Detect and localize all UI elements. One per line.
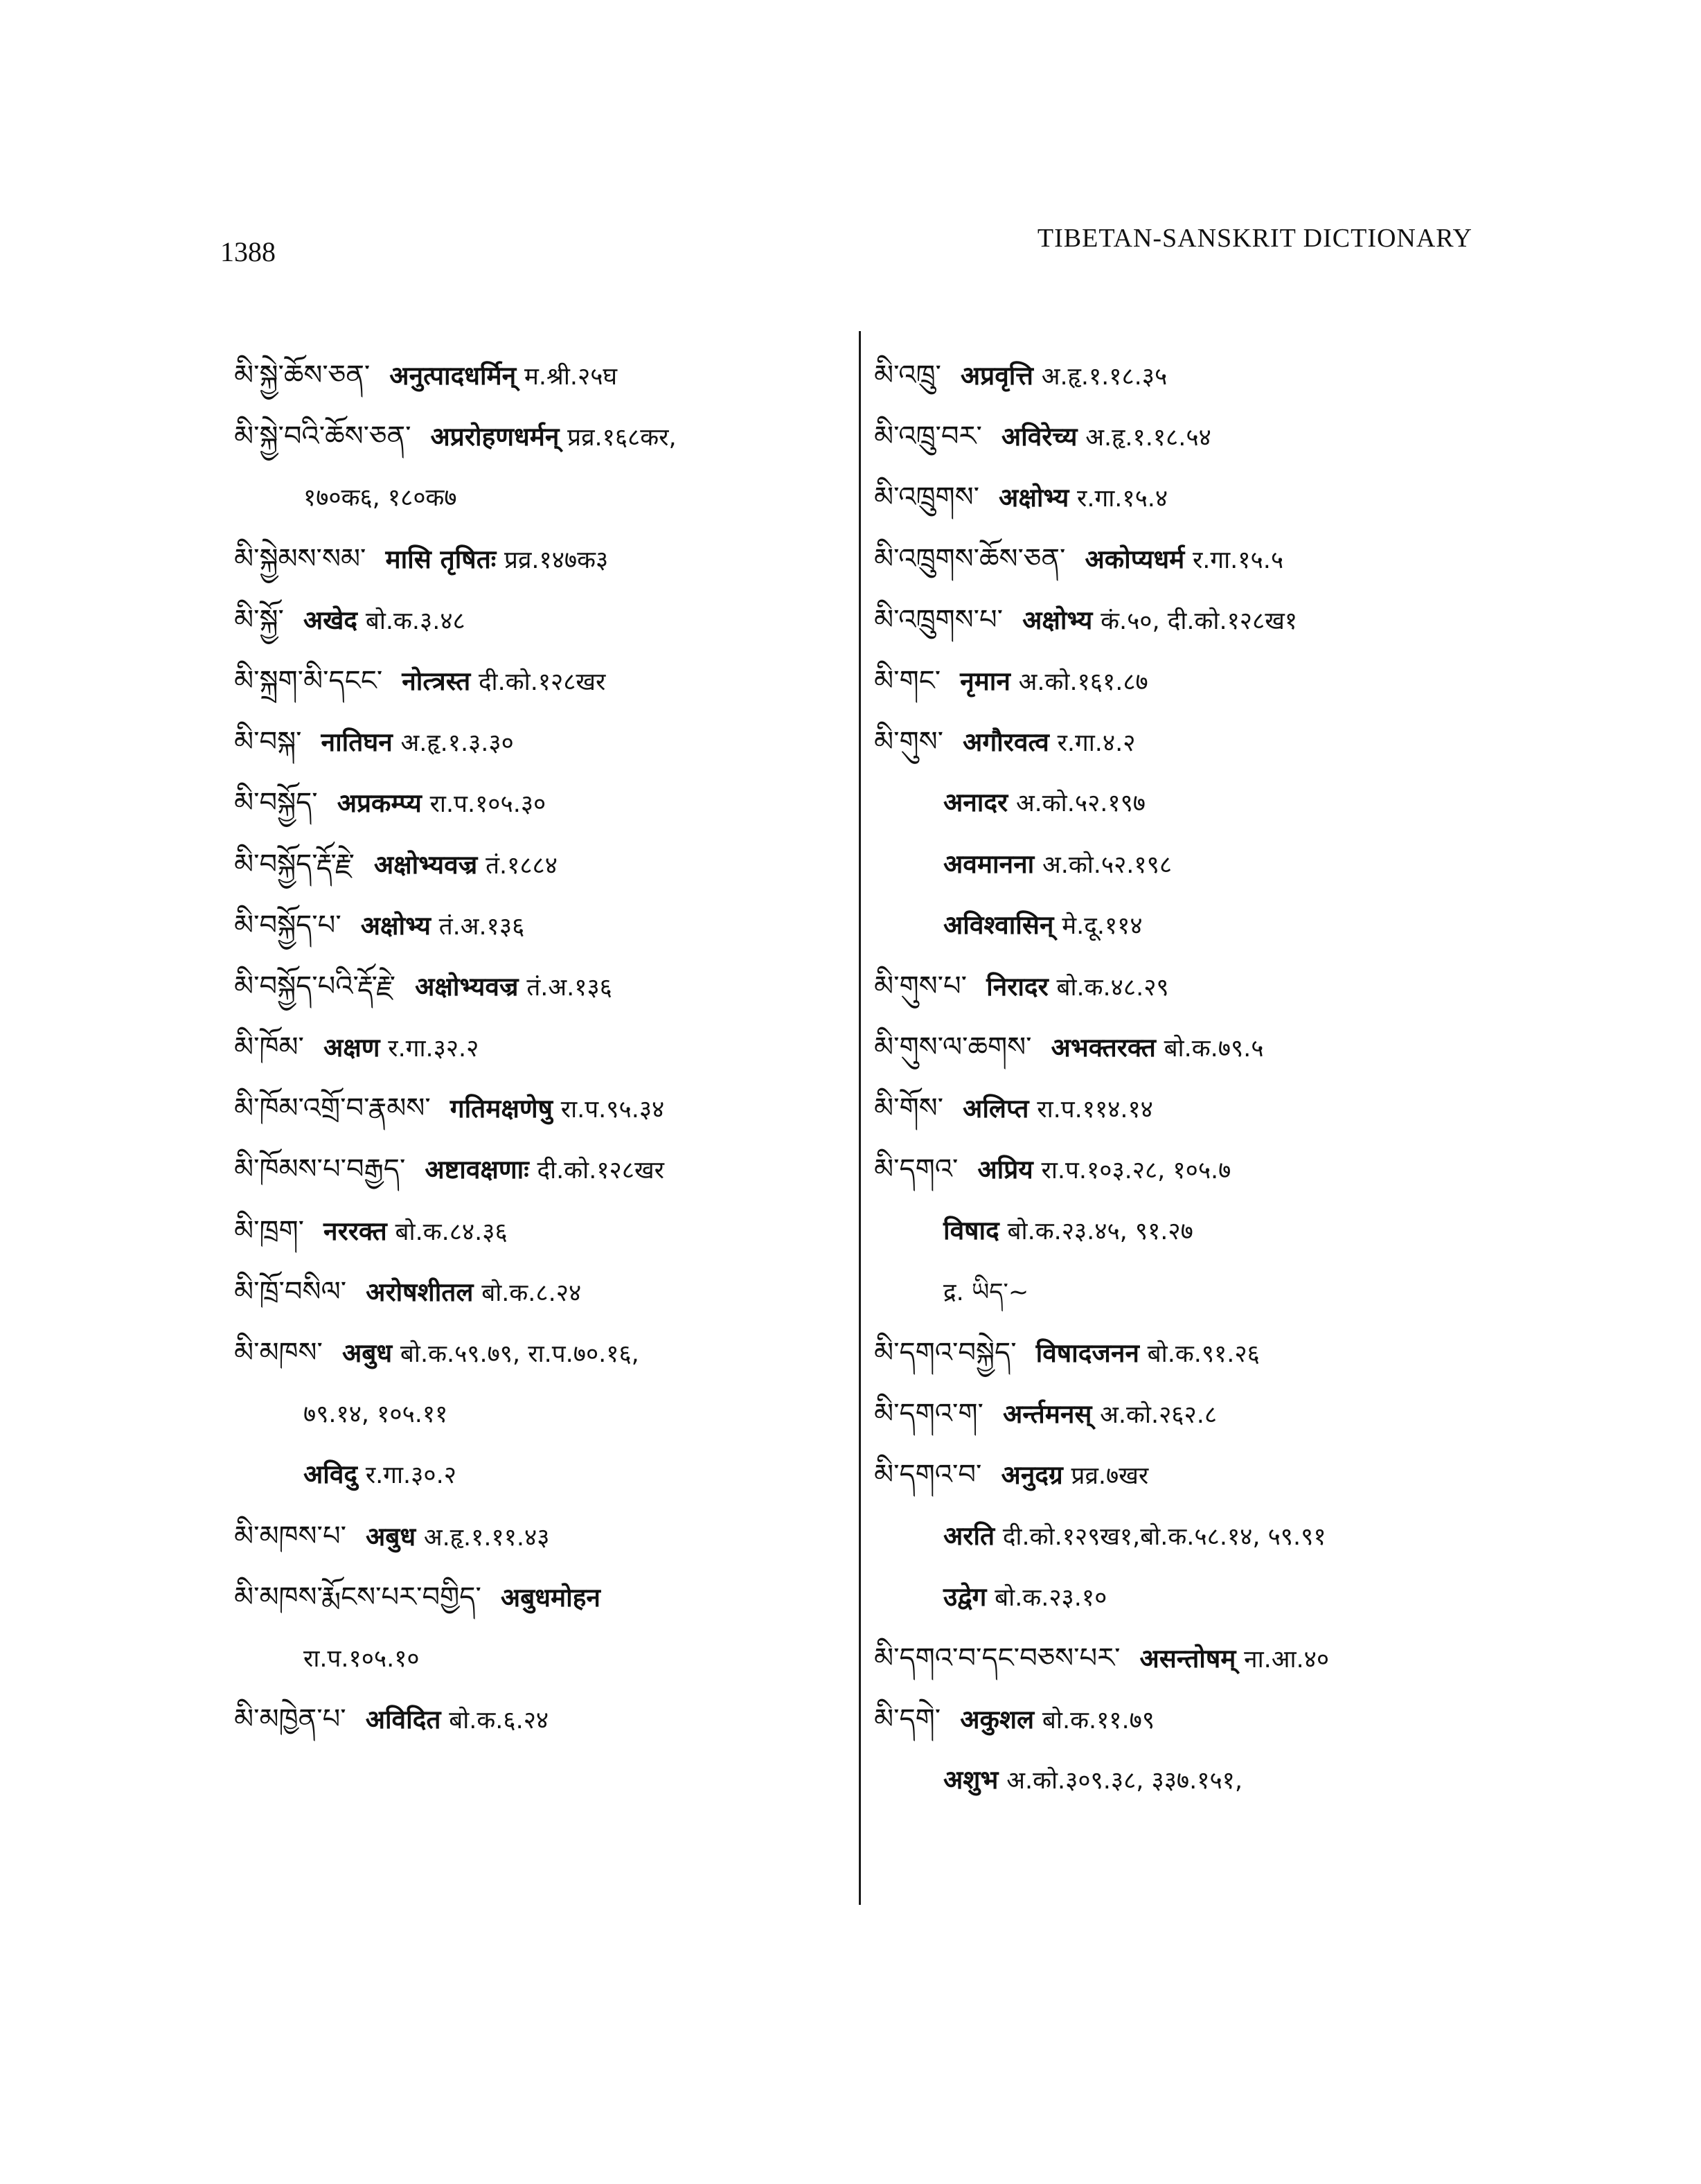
dictionary-entry xyxy=(874,1078,1484,1139)
tibetan-headword: མི་གུས་ལ་ཆགས་ xyxy=(874,1031,1032,1064)
tibetan-headword: མི་དགའ་བ་དང་བཅས་པར་ xyxy=(874,1642,1121,1674)
tibetan-headword: མི་དགའ་ xyxy=(874,1153,959,1186)
source-reference: अ.को.२६२.८ xyxy=(1100,1401,1218,1430)
source-reference: द्र. ཡིད་~ xyxy=(943,1278,1029,1306)
source-reference: र.गा.१५.५ xyxy=(1192,546,1284,574)
sanskrit-equivalent: अबुधमोहन xyxy=(500,1582,600,1613)
dictionary-entry xyxy=(874,711,1484,772)
dictionary-entry xyxy=(874,406,1484,467)
sanskrit-equivalent: अष्टावक्षणाः xyxy=(425,1155,529,1185)
dictionary-entry xyxy=(874,1322,1484,1383)
source-reference: रा.प.११४.१४ xyxy=(1037,1096,1153,1124)
source-reference: अ.हृ.१.१८.३५ xyxy=(1041,363,1168,391)
source-reference: रा.प.१०५.३० xyxy=(429,790,546,819)
tibetan-headword: མི་ཁོམ་ xyxy=(234,1031,304,1064)
sanskrit-equivalent: नोत्त्रस्त xyxy=(402,666,471,696)
tibetan-headword: མི་འཁྲུགས་ xyxy=(874,481,980,514)
dictionary-entry xyxy=(874,834,1484,895)
source-reference: र.गा.१५.४ xyxy=(1077,485,1168,513)
tibetan-headword: མི་འཁྲུགས་ཆོས་ཅན་ xyxy=(874,542,1066,575)
source-reference: ७९.१४, १०५.११ xyxy=(303,1401,448,1429)
source-reference: बो.क.७९.५ xyxy=(1164,1035,1264,1063)
dictionary-entry xyxy=(234,956,857,1017)
dictionary-entry xyxy=(234,1628,857,1689)
dictionary-entry xyxy=(234,406,857,467)
dictionary-entry xyxy=(874,1444,1484,1505)
dictionary-entry xyxy=(874,1689,1484,1750)
dictionary-entry xyxy=(874,529,1484,589)
source-reference: १७०क६, १८०क७ xyxy=(303,484,457,513)
source-reference: अ.को.५२.१९८ xyxy=(1042,851,1173,879)
sanskrit-equivalent: अविदित xyxy=(365,1705,441,1735)
tibetan-headword: མི་དགའ་བ་ xyxy=(874,1459,982,1491)
tibetan-headword: མི་བསྐྱོད་རྡོ་རྗེ་ xyxy=(234,848,355,880)
source-reference: बो.क.८.२४ xyxy=(481,1279,582,1307)
source-reference: तं.अ.१३६ xyxy=(438,912,525,941)
source-reference: रा.प.१०५.१० xyxy=(303,1644,420,1673)
sanskrit-equivalent: अक्षण xyxy=(323,1033,380,1063)
dictionary-entry xyxy=(874,1567,1484,1628)
dictionary-entry xyxy=(874,1750,1484,1811)
dictionary-entry xyxy=(234,1567,857,1628)
dictionary-entry xyxy=(874,467,1484,528)
tibetan-headword: མི་མཁས་རྨོངས་པར་བགྱིད་ xyxy=(234,1581,481,1613)
dictionary-entry xyxy=(874,345,1484,406)
tibetan-headword: མི་གུས་པ་ xyxy=(874,970,968,1002)
dictionary-entry xyxy=(874,1506,1484,1567)
tibetan-headword: མི་དགའ་ག་ xyxy=(874,1398,983,1430)
sanskrit-equivalent: अभक्तरक्त xyxy=(1051,1033,1156,1063)
tibetan-headword: མི་གུས་ xyxy=(874,726,944,758)
sanskrit-equivalent: विषादजनन xyxy=(1035,1338,1139,1368)
tibetan-headword: མི་དགའ་བསྐྱེད་ xyxy=(874,1337,1017,1369)
source-reference: बो.क.४८.२९ xyxy=(1056,973,1169,1002)
tibetan-headword: མི་སྐྲག་མི་དངང་ xyxy=(234,664,383,697)
left-column xyxy=(234,345,857,1750)
dictionary-entry xyxy=(234,711,857,772)
dictionary-entry xyxy=(234,1506,857,1567)
tibetan-headword: མི་སྐྱེ་བའི་ཆོས་ཅན་ xyxy=(234,420,411,453)
sanskrit-equivalent: अवमानना xyxy=(943,849,1035,879)
sanskrit-equivalent: अप्रिय xyxy=(977,1155,1033,1185)
sanskrit-equivalent: अप्ररोहणधर्मन् xyxy=(430,422,560,452)
tibetan-headword: མི་འཁྲུ་ xyxy=(874,359,941,391)
dictionary-entry xyxy=(234,529,857,589)
source-reference: प्रव्र.१४७क३ xyxy=(504,546,609,574)
source-reference: प्रव्र.१६८कर, xyxy=(567,424,677,452)
tibetan-headword: མི་ཁྲོ་བསིལ་ xyxy=(234,1275,347,1308)
source-reference: रा.प.९५.३४ xyxy=(560,1096,665,1124)
source-reference: बो.क.२३.१० xyxy=(995,1583,1107,1612)
source-reference: ना.आ.४० xyxy=(1244,1645,1330,1673)
dictionary-entry xyxy=(234,345,857,406)
source-reference: बो.क.३.४८ xyxy=(365,607,465,635)
page-number: 1388 xyxy=(220,236,276,267)
dictionary-entry xyxy=(874,1261,1484,1322)
tibetan-headword: མི་བསྐྱོད་ xyxy=(234,787,318,819)
dictionary-entry xyxy=(874,956,1484,1017)
source-reference: अ.हृ.१.१८.५४ xyxy=(1085,424,1211,452)
sanskrit-equivalent: अर्न्तमनस् xyxy=(1002,1399,1092,1430)
dictionary-entry xyxy=(234,1261,857,1322)
dictionary-entry xyxy=(234,1689,857,1750)
dictionary-entry xyxy=(234,834,857,895)
sanskrit-equivalent: उद्वेग xyxy=(943,1581,987,1612)
dictionary-entry xyxy=(874,772,1484,833)
tibetan-headword: མི་སྐྱེམས་སམ་ xyxy=(234,542,366,575)
sanskrit-equivalent: असन्तोषम् xyxy=(1139,1643,1236,1673)
dictionary-entry xyxy=(234,1017,857,1078)
dictionary-entry xyxy=(874,589,1484,650)
source-reference: बो.क.९१.२६ xyxy=(1147,1340,1260,1368)
tibetan-headword: མི་གང་ xyxy=(874,664,941,697)
dictionary-entry xyxy=(234,1139,857,1200)
column-divider xyxy=(859,331,861,1905)
sanskrit-equivalent: अविश्वासिन् xyxy=(943,909,1054,940)
tibetan-headword: མི་བསྐྱོད་པའི་རྡོ་རྗེ་ xyxy=(234,970,396,1002)
dictionary-entry xyxy=(234,1200,857,1261)
sanskrit-equivalent: अखेद xyxy=(303,605,358,635)
sanskrit-equivalent: अविरेच्य xyxy=(1001,422,1078,452)
dictionary-entry xyxy=(874,1383,1484,1444)
dictionary-entry xyxy=(874,1139,1484,1200)
sanskrit-equivalent: अप्रकम्प्य xyxy=(337,788,422,819)
sanskrit-equivalent: अगौरवत्व xyxy=(963,727,1049,758)
dictionary-entry xyxy=(234,1322,857,1383)
sanskrit-equivalent: नररक्त xyxy=(323,1216,387,1246)
source-reference: अ.को.१६१.८७ xyxy=(1018,668,1148,696)
sanskrit-equivalent: गतिमक्षणेषु xyxy=(449,1094,553,1124)
dictionary-entry xyxy=(874,1200,1484,1261)
sanskrit-equivalent: अकुशल xyxy=(960,1705,1035,1735)
running-title: TIBETAN-SANSKRIT DICTIONARY xyxy=(1037,224,1472,253)
dictionary-entry xyxy=(234,1383,857,1444)
sanskrit-equivalent: निरादर xyxy=(986,971,1049,1002)
sanskrit-equivalent: अप्रवृत्ति xyxy=(960,361,1033,391)
dictionary-entry xyxy=(874,1628,1484,1689)
source-reference: तं.१८८४ xyxy=(486,851,558,880)
tibetan-headword: མི་བསྐ་ xyxy=(234,726,302,758)
sanskrit-equivalent: नातिघन xyxy=(321,727,393,758)
sanskrit-equivalent: अबुध xyxy=(366,1521,416,1552)
source-reference: र.गा.४.२ xyxy=(1057,729,1136,758)
source-reference: बो.क.२३.४५, ९१.२७ xyxy=(1007,1217,1193,1245)
sanskrit-equivalent: अनादर xyxy=(943,788,1008,818)
source-reference: दी.को.१२९ख१,बो.क.५८.१४, ५९.९१ xyxy=(1002,1522,1326,1551)
tibetan-headword: མི་མཁས་ xyxy=(234,1337,323,1369)
source-reference: अ.हृ.१.११.४३ xyxy=(423,1523,550,1552)
source-reference: अ.हृ.१.३.३० xyxy=(400,729,514,758)
sanskrit-equivalent: अनुत्पादधर्मिन् xyxy=(389,361,517,391)
source-reference: बो.क.५९.७९, रा.प.७०.१६, xyxy=(400,1340,639,1368)
sanskrit-equivalent: अक्षोभ्यवज्र xyxy=(415,971,519,1002)
tibetan-headword: མི་སྐྱོ་ xyxy=(234,603,284,636)
source-reference: बो.क.६.२४ xyxy=(449,1707,549,1735)
source-reference: प्रव्र.७खर xyxy=(1071,1462,1149,1491)
sanskrit-equivalent: विषाद xyxy=(943,1215,999,1245)
sanskrit-equivalent: अक्षोभ्य xyxy=(360,910,431,941)
dictionary-entry xyxy=(874,650,1484,711)
source-reference: अ.को.३०९.३८, ३३७.१५१, xyxy=(1006,1767,1243,1795)
tibetan-headword: མི་མཁྱེན་པ་ xyxy=(234,1703,346,1736)
right-column xyxy=(874,345,1484,1811)
dictionary-entry xyxy=(234,650,857,711)
dictionary-entry xyxy=(234,589,857,650)
tibetan-headword: མི་ཁྲག་ xyxy=(234,1214,305,1247)
sanskrit-equivalent: अक्षोभ्यवज्र xyxy=(373,849,478,880)
sanskrit-equivalent: अरति xyxy=(943,1520,995,1551)
tibetan-headword: མི་འཁྲུགས་པ་ xyxy=(874,603,1004,636)
sanskrit-equivalent: अकोप्यधर्म xyxy=(1085,544,1185,574)
source-reference: मे.दू.११४ xyxy=(1062,912,1143,940)
dictionary-entry xyxy=(234,772,857,833)
source-reference: तं.अ.१३६ xyxy=(526,973,612,1002)
dictionary-entry xyxy=(234,895,857,956)
source-reference: बो.क.११.७९ xyxy=(1042,1707,1155,1735)
sanskrit-equivalent: अरोषशीतल xyxy=(366,1277,474,1307)
tibetan-headword: མི་གོས་ xyxy=(874,1092,944,1125)
source-reference: र.गा.३२.२ xyxy=(388,1035,479,1063)
source-reference: दी.को.१२८खर xyxy=(537,1157,664,1185)
sanskrit-equivalent: अलिप्त xyxy=(963,1094,1029,1124)
source-reference: र.गा.३०.२ xyxy=(365,1462,456,1490)
sanskrit-equivalent: मासि तृषितः xyxy=(385,544,497,574)
dictionary-entry xyxy=(874,895,1484,956)
source-reference: दी.को.१२८खर xyxy=(478,668,606,696)
dictionary-entry xyxy=(234,1444,857,1505)
source-reference: अ.को.५२.१९७ xyxy=(1015,790,1146,818)
tibetan-headword: མི་ཁོམས་པ་བརྒྱད་ xyxy=(234,1153,406,1186)
source-reference: म.श्री.२५घ xyxy=(524,363,618,391)
source-reference: रा.प.१०३.२८, १०५.७ xyxy=(1041,1157,1231,1185)
sanskrit-equivalent: अशुभ xyxy=(943,1765,999,1795)
source-reference: बो.क.८४.३६ xyxy=(395,1218,508,1246)
sanskrit-equivalent: अविदु xyxy=(303,1459,358,1490)
tibetan-headword: མི་ཁོམ་འགྲོ་བ་རྣམས་ xyxy=(234,1092,431,1125)
tibetan-headword: མི་འཁྲུ་བར་ xyxy=(874,420,982,453)
tibetan-headword: མི་བསྐྱོད་པ་ xyxy=(234,909,341,941)
sanskrit-equivalent: अनुदग्र xyxy=(1001,1460,1063,1491)
sanskrit-equivalent: अबुध xyxy=(341,1338,393,1368)
source-reference: कं.५०, दी.को.१२८ख१ xyxy=(1101,607,1298,635)
sanskrit-equivalent: नृमान xyxy=(960,666,1010,696)
dictionary-entry xyxy=(874,1017,1484,1078)
sanskrit-equivalent: अक्षोभ्य xyxy=(1022,605,1093,635)
tibetan-headword: མི་སྐྱེ་ཆོས་ཅན་ xyxy=(234,359,371,391)
dictionary-entry xyxy=(234,467,857,528)
tibetan-headword: མི་མཁས་པ་ xyxy=(234,1520,346,1552)
sanskrit-equivalent: अक्षोभ्य xyxy=(999,483,1069,513)
tibetan-headword: མི་དགེ་ xyxy=(874,1703,941,1736)
dictionary-entry xyxy=(234,1078,857,1139)
